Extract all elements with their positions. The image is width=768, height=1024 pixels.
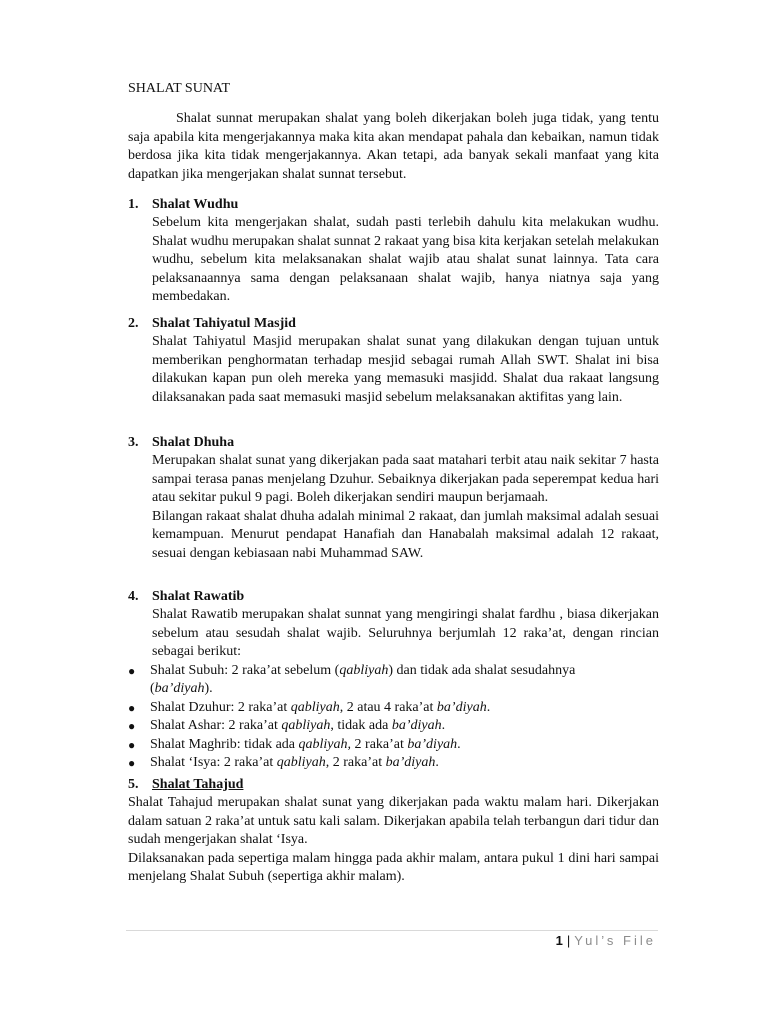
page-footer [556,933,656,949]
bullet-icon: ● [128,700,136,715]
footer-separator: | [566,933,571,948]
section-shalat-dhuha [128,434,659,563]
list-item: ● Shalat ‘Isya: 2 raka’at qabliyah, 2 raka’at ba’diyah. [128,754,635,773]
page-number: 1 [555,933,563,948]
section-title: Shalat Rawatib [152,589,245,604]
section-heading [128,434,659,452]
footer-divider [126,930,658,931]
section-heading [128,776,659,794]
section-title: Shalat Tahajud [152,777,244,792]
section-shalat-wudhu [128,196,659,307]
section-number: 4. [128,589,139,604]
rawatib-list [128,662,635,773]
section-shalat-tahajud [128,776,659,887]
footer-text: Yul’s File [574,933,656,948]
section-shalat-rawatib [128,588,659,773]
section-body-continued: Dilaksanakan pada sepertiga malam hingga pada akhir malam, antara pukul 1 dini hari sampai menjelang Shalat Subuh (sepertiga akhir malam). [128,850,659,884]
section-body: Shalat Rawatib merupakan shalat sunnat yang mengiringi shalat fardhu , biasa dikerjakan sebelum atau sesudah shalat wajib. Seluruhnya berjumlah 12 raka’at, dengan rincian sebagai berikut: [152,607,659,659]
section-title: Shalat Wudhu [152,197,239,212]
list-item: ● Shalat Dzuhur: 2 raka’at qabliyah, 2 atau 4 raka’at ba’diyah. [128,699,635,718]
list-item: ● Shalat Maghrib: tidak ada qabliyah, 2 raka’at ba’diyah. [128,736,635,755]
bullet-icon: ● [128,663,136,678]
bullet-icon: ● [128,737,136,752]
list-item: ● Shalat Subuh: 2 raka’at sebelum (qabliyah) dan tidak ada shalat sesudahnya (ba’diyah). [128,662,576,696]
section-body-continued: Bilangan rakaat shalat dhuha adalah minimal 2 rakaat, dan jumlah maksimal adalah sesuai kemampuan. Menurut pendapat Hanafiah dan Hanabalah maksimal adalah 12 rakaat, sesuai dengan kebiasaan nabi Muhammad SAW. [152,508,659,561]
section-number: 5. [128,777,139,792]
section-body: Shalat Tahajud merupakan shalat sunat yang dikerjakan pada waktu malam hari. Dikerjakan dalam satuan 2 raka’at untuk satu kali salam. Dikerjakan apabila telah terbangun dari tidur dan sudah mengerjakan shalat ‘Isya. [128,795,659,847]
section-heading [128,588,659,606]
section-number: 3. [128,435,139,450]
section-heading [128,196,659,214]
section-title: Shalat Tahiyatul Masjid [152,316,296,331]
bullet-icon: ● [128,719,136,733]
intro-paragraph: Shalat sunnat merupakan shalat yang boleh dikerjakan boleh juga tidak, yang tentu saja apabila kita mengerjakannya maka kita akan mendapat pahala dan kebaikan, namun tidak berdosa jika kita tidak mengerjakannya. Akan tetapi, ada banyak sekali manfaat yang kita dapatkan jika mengerjakan shalat sunnat tersebut. [128,111,659,182]
section-body: Sebelum kita mengerjakan shalat, sudah pasti terlebih dahulu kita melakukan wudhu. Shalat wudhu merupakan shalat sunnat 2 rakaat yang bisa kita kerjakan setelah melakukan wudhu, sebelum kita melaksanakan shalat wajib atau shalat sunat lainnya. Tata cara pelaksanaannya sama dengan pelaksanaan shalat wajib, hanya niatnya saja yang membedakan. [152,215,659,304]
section-shalat-tahiyatul-masjid [128,315,659,407]
list-item: ● Shalat Ashar: 2 raka’at qabliyah, tidak ada ba’diyah. [128,717,635,736]
section-number: 1. [128,197,139,212]
section-title: Shalat Dhuha [152,435,235,450]
section-heading [128,315,659,333]
section-body: Merupakan shalat sunat yang dikerjakan pada saat matahari terbit atau naik sekitar 7 hasta sampai terasa panas menjelang Dzuhur. Sebaiknya dikerjakan pada seperempat kedua hari atau sekitar pukul 9 pagi. Boleh dikerjakan sendiri maupun berjamaah. [152,453,659,505]
bullet-icon: ● [128,756,136,770]
document-title: SHALAT SUNAT [128,81,231,96]
section-body: Shalat Tahiyatul Masjid merupakan shalat sunat yang dilakukan dengan tujuan untuk memberikan penghormatan terhadap mesjid sebagai rumah Allah SWT. Shalat ini bisa dilakukan kapan pun oleh mereka yang memasuki masjidd. Shalat dua rakaat langsung dilaksanakan pada saat memasuki masjid sebelum melaksanakan aktifitas yang lain. [152,334,659,405]
section-number: 2. [128,316,139,331]
